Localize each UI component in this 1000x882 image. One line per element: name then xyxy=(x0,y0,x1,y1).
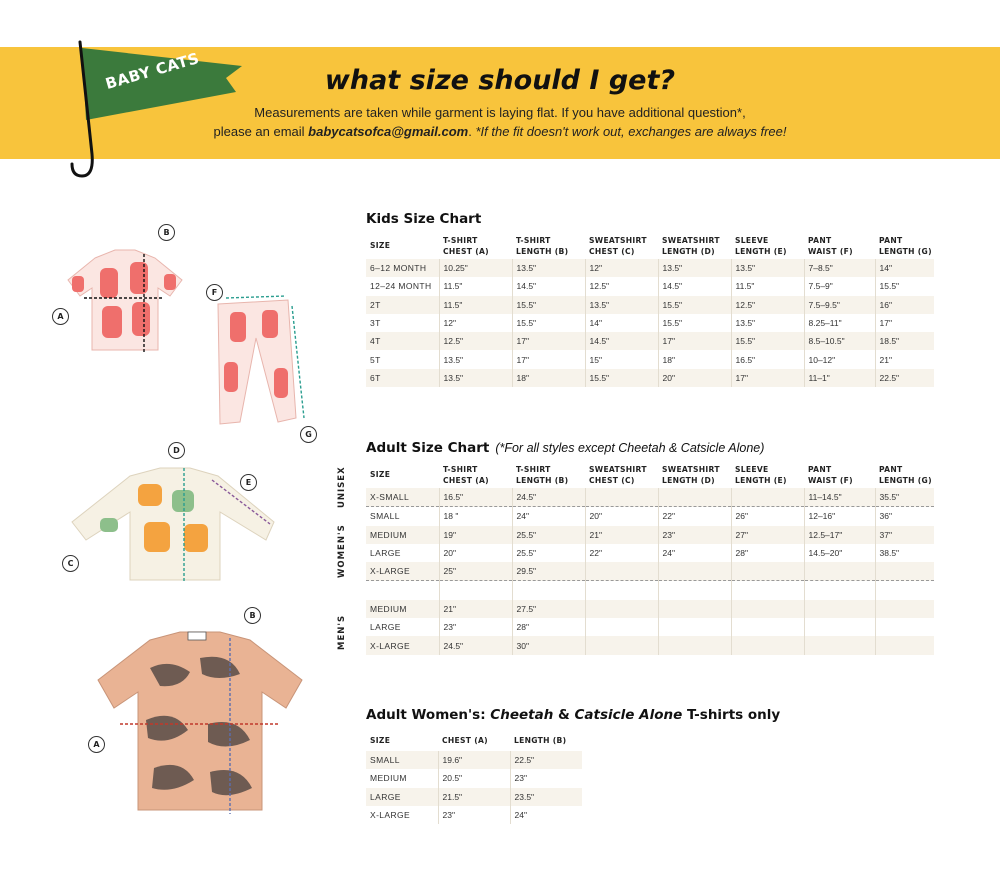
kids-value-cell: 17" xyxy=(875,314,934,332)
adult-value-cell xyxy=(658,636,731,654)
tag-d-sweatshirt: D xyxy=(168,442,185,459)
cheetah-header-1: CHEST (A) xyxy=(442,735,488,745)
adult-size-cell: MEDIUM xyxy=(366,600,439,618)
adult-header-1: T-SHIRT CHEST (A) xyxy=(443,464,489,485)
adult-value-cell xyxy=(875,618,934,636)
kids-value-cell: 13.5" xyxy=(731,259,804,277)
side-label-unisex: UNISEX xyxy=(337,466,347,508)
kids-row xyxy=(366,332,934,350)
kids-size-cell: 6T xyxy=(366,369,439,387)
kids-value-cell: 21" xyxy=(875,350,934,368)
adult-value-cell: 23" xyxy=(658,526,731,544)
adult-size-cell: LARGE xyxy=(370,622,401,633)
cheetah-size-cell: SMALL xyxy=(366,751,438,769)
cheetah-header-2: LENGTH (B) xyxy=(514,735,567,745)
kids-tshirt-illustration xyxy=(60,240,190,360)
adult-value-cell: 19" xyxy=(439,526,512,544)
adult-value-cell xyxy=(731,618,804,636)
adult-value-cell: 24" xyxy=(658,544,731,562)
adult-value-cell xyxy=(875,562,934,581)
adult-row xyxy=(366,544,934,562)
adult-size-cell: MEDIUM xyxy=(366,526,439,544)
adult-value-cell: 29.5" xyxy=(512,562,585,581)
kids-row xyxy=(366,350,934,368)
adult-value-cell: 12–16" xyxy=(804,507,875,526)
adult-value-cell: 25.5" xyxy=(512,544,585,562)
adult-value-cell: 25.5" xyxy=(512,526,585,544)
kids-value-cell: 13.5" xyxy=(731,314,804,332)
kids-row xyxy=(366,296,934,314)
kids-value-cell: 11.5" xyxy=(439,277,512,295)
kids-size-cell: 3T xyxy=(370,318,381,329)
adult-header-row xyxy=(366,461,934,488)
kids-value-cell: 15.5" xyxy=(658,314,731,332)
adult-value-cell: 35.5" xyxy=(875,488,934,507)
kids-value-cell: 8.25–11" xyxy=(804,314,875,332)
adult-value-cell xyxy=(658,600,731,618)
cheetah-row xyxy=(366,806,582,824)
kids-value-cell: 15.5" xyxy=(585,369,658,387)
adult-value-cell: 27" xyxy=(731,526,804,544)
adult-value-cell xyxy=(512,581,585,600)
pennant-flag-logo xyxy=(60,36,250,186)
adult-header-6: PANT WAIST (F) xyxy=(808,464,853,485)
intro-line-1: Measurements are taken while garment is laying flat. If you have additional question*, xyxy=(254,105,746,120)
adult-chart-title: Adult Size Chart (*For all styles except Cheetah & Catsicle Alone) xyxy=(366,440,765,456)
cheetah-row xyxy=(366,751,582,769)
adult-value-cell xyxy=(585,600,658,618)
kids-value-cell: 12" xyxy=(585,259,658,277)
adult-value-cell xyxy=(585,618,658,636)
adult-value-cell xyxy=(804,600,875,618)
adult-value-cell: 30" xyxy=(512,636,585,654)
kids-value-cell: 11–1" xyxy=(804,369,875,387)
kids-value-cell: 14" xyxy=(875,259,934,277)
adult-value-cell xyxy=(731,636,804,654)
email-link[interactable]: babycatsofca@gmail.com xyxy=(308,124,469,139)
adult-value-cell: 16.5" xyxy=(439,488,512,507)
adult-row xyxy=(366,562,934,581)
kids-value-cell: 16.5" xyxy=(731,350,804,368)
adult-chart-note: (*For all styles except Cheetah & Catsicle Alone) xyxy=(495,441,765,455)
kids-header-7: PANT LENGTH (G) xyxy=(879,235,932,256)
adult-value-cell: 14.5–20" xyxy=(804,544,875,562)
adult-value-cell xyxy=(658,618,731,636)
adult-value-cell xyxy=(731,581,804,600)
kids-row xyxy=(366,314,934,332)
kids-value-cell: 12.5" xyxy=(731,296,804,314)
cheetah-value-cell: 24" xyxy=(510,806,582,824)
adult-value-cell: 22" xyxy=(585,544,658,562)
exchange-note: *If the fit doesn't work out, exchanges are always free! xyxy=(475,124,787,139)
kids-value-cell: 12.5" xyxy=(439,332,512,350)
adult-row xyxy=(366,618,934,636)
cheetah-tshirt-illustration xyxy=(90,628,310,818)
adult-value-cell: 28" xyxy=(512,618,585,636)
kids-value-cell: 7.5–9" xyxy=(804,277,875,295)
kids-row xyxy=(366,369,934,387)
adult-value-cell xyxy=(658,581,731,600)
page-title: what size should I get? xyxy=(324,65,676,96)
adult-header-5: SLEEVE LENGTH (E) xyxy=(735,464,787,485)
adult-value-cell: 18 " xyxy=(439,507,512,526)
kids-value-cell: 18" xyxy=(512,369,585,387)
kids-value-cell: 15.5" xyxy=(512,314,585,332)
adult-value-cell xyxy=(439,581,512,600)
cheetah-value-cell: 22.5" xyxy=(510,751,582,769)
adult-size-cell: LARGE xyxy=(370,548,401,559)
kids-value-cell: 15.5" xyxy=(658,296,731,314)
adult-row xyxy=(366,636,934,654)
kids-value-cell: 12" xyxy=(439,314,512,332)
adult-header-0: SIZE xyxy=(370,470,391,479)
cheetah-row xyxy=(366,769,582,787)
adult-size-cell: X-LARGE xyxy=(366,562,439,581)
adult-value-cell: 24.5" xyxy=(439,636,512,654)
tag-b-adult: B xyxy=(244,607,261,624)
adult-value-cell: 12.5–17" xyxy=(804,526,875,544)
adult-value-cell xyxy=(731,562,804,581)
adult-value-cell xyxy=(731,488,804,507)
kids-value-cell: 17" xyxy=(731,369,804,387)
adult-row xyxy=(366,526,934,544)
kids-header-5: SLEEVE LENGTH (E) xyxy=(735,235,787,256)
kids-chart-title: Kids Size Chart xyxy=(366,211,482,227)
kids-size-cell: 12–24 MONTH xyxy=(370,281,432,292)
adult-value-cell: 21" xyxy=(439,600,512,618)
adult-row xyxy=(366,488,934,507)
kids-value-cell: 16" xyxy=(875,296,934,314)
kids-row xyxy=(366,277,934,295)
kids-value-cell: 18" xyxy=(658,350,731,368)
adult-value-cell: 36" xyxy=(875,507,934,526)
cheetah-size-table xyxy=(366,729,582,824)
adult-value-cell: 20" xyxy=(439,544,512,562)
cheetah-value-cell: 21.5" xyxy=(438,788,510,806)
adult-value-cell: 22" xyxy=(658,507,731,526)
kids-value-cell: 15" xyxy=(585,350,658,368)
tag-a-kids: A xyxy=(52,308,69,325)
cheetah-row xyxy=(366,788,582,806)
kids-value-cell: 13.5" xyxy=(585,296,658,314)
kids-value-cell: 14.5" xyxy=(512,277,585,295)
adult-header-4: SWEATSHIRT LENGTH (D) xyxy=(662,464,720,485)
adult-value-cell: 11–14.5" xyxy=(804,488,875,507)
kids-value-cell: 14" xyxy=(585,314,658,332)
kids-value-cell: 17" xyxy=(658,332,731,350)
adult-value-cell xyxy=(875,581,934,600)
kids-value-cell: 17" xyxy=(512,332,585,350)
kids-size-cell: 6–12 MONTH xyxy=(366,259,439,277)
cheetah-chart-title: Adult Women's: Cheetah & Catsicle Alone T-shirts only xyxy=(366,707,781,723)
tag-b-kids: B xyxy=(158,224,175,241)
cheetah-size-cell: MEDIUM xyxy=(370,773,407,784)
tag-g-kids: G xyxy=(300,426,317,443)
adult-value-cell xyxy=(804,581,875,600)
cheetah-header-0: SIZE xyxy=(370,735,391,745)
cheetah-value-cell: 23" xyxy=(510,769,582,787)
tag-a-adult: A xyxy=(88,736,105,753)
adult-value-cell xyxy=(585,562,658,581)
kids-header-2: T-SHIRT LENGTH (B) xyxy=(516,235,569,256)
kids-header-0: SIZE xyxy=(370,241,391,250)
cheetah-value-cell: 20.5" xyxy=(438,769,510,787)
kids-value-cell: 10–12" xyxy=(804,350,875,368)
adult-size-cell: X-SMALL xyxy=(366,488,439,507)
cheetah-value-cell: 23.5" xyxy=(510,788,582,806)
tag-e-sweatshirt: E xyxy=(240,474,257,491)
kids-value-cell: 11.5" xyxy=(731,277,804,295)
side-label-womens: WOMEN'S xyxy=(337,524,347,578)
adult-value-cell: 27.5" xyxy=(512,600,585,618)
kids-header-4: SWEATSHIRT LENGTH (D) xyxy=(662,235,720,256)
adult-row xyxy=(366,507,934,526)
kids-value-cell: 15.5" xyxy=(731,332,804,350)
kids-header-3: SWEATSHIRT CHEST (C) xyxy=(589,235,647,256)
adult-value-cell: 24" xyxy=(512,507,585,526)
adult-size-cell: SMALL xyxy=(370,511,400,522)
adult-value-cell: 24.5" xyxy=(512,488,585,507)
kids-value-cell: 12.5" xyxy=(585,277,658,295)
kids-value-cell: 13.5" xyxy=(439,369,512,387)
adult-value-cell xyxy=(585,581,658,600)
kids-value-cell: 7.5–9.5" xyxy=(804,296,875,314)
adult-row xyxy=(366,581,934,600)
kids-header-row xyxy=(366,232,934,259)
adult-value-cell xyxy=(585,636,658,654)
kids-size-cell: 5T xyxy=(370,354,381,365)
adult-value-cell xyxy=(804,636,875,654)
tag-f-kids: F xyxy=(206,284,223,301)
adult-header-7: PANT LENGTH (G) xyxy=(879,464,932,485)
adult-value-cell xyxy=(875,600,934,618)
adult-value-cell: 23" xyxy=(439,618,512,636)
adult-size-cell: X-LARGE xyxy=(366,636,439,654)
kids-pants-illustration xyxy=(200,290,310,430)
kids-header-1: T-SHIRT CHEST (A) xyxy=(443,235,489,256)
adult-value-cell xyxy=(731,600,804,618)
adult-value-cell: 25" xyxy=(439,562,512,581)
adult-size-table xyxy=(366,461,934,655)
kids-value-cell: 7–8.5" xyxy=(804,259,875,277)
kids-size-table xyxy=(366,232,934,387)
adult-value-cell: 28" xyxy=(731,544,804,562)
kids-value-cell: 14.5" xyxy=(658,277,731,295)
kids-size-cell: 4T xyxy=(366,332,439,350)
kids-value-cell: 8.5–10.5" xyxy=(804,332,875,350)
adult-value-cell xyxy=(658,562,731,581)
kids-value-cell: 13.5" xyxy=(658,259,731,277)
adult-value-cell: 37" xyxy=(875,526,934,544)
kids-value-cell: 13.5" xyxy=(439,350,512,368)
cheetah-value-cell: 19.6" xyxy=(438,751,510,769)
kids-value-cell: 22.5" xyxy=(875,369,934,387)
adult-header-3: SWEATSHIRT CHEST (C) xyxy=(589,464,647,485)
adult-value-cell xyxy=(585,488,658,507)
adult-value-cell xyxy=(804,562,875,581)
kids-value-cell: 20" xyxy=(658,369,731,387)
flag-brand-text: BABY CATS xyxy=(103,49,202,93)
adult-size-cell xyxy=(366,581,439,600)
side-label-mens: MEN'S xyxy=(337,614,347,650)
cheetah-header-row xyxy=(366,729,582,751)
adult-value-cell xyxy=(658,488,731,507)
adult-value-cell xyxy=(804,618,875,636)
adult-value-cell: 26" xyxy=(731,507,804,526)
adult-value-cell: 20" xyxy=(585,507,658,526)
kids-size-cell: 2T xyxy=(366,296,439,314)
kids-header-6: PANT WAIST (F) xyxy=(808,235,853,256)
kids-value-cell: 15.5" xyxy=(512,296,585,314)
kids-row xyxy=(366,259,934,277)
intro-line-2: please an email babycatsofca@gmail.com. *If the fit doesn't work out, exchanges are always free! xyxy=(213,124,787,139)
adult-header-2: T-SHIRT LENGTH (B) xyxy=(516,464,569,485)
tag-c-sweatshirt: C xyxy=(62,555,79,572)
adult-value-cell xyxy=(875,636,934,654)
kids-value-cell: 11.5" xyxy=(439,296,512,314)
kids-value-cell: 10.25" xyxy=(439,259,512,277)
kids-value-cell: 17" xyxy=(512,350,585,368)
kids-value-cell: 14.5" xyxy=(585,332,658,350)
kids-value-cell: 13.5" xyxy=(512,259,585,277)
adult-value-cell: 21" xyxy=(585,526,658,544)
adult-row xyxy=(366,600,934,618)
kids-value-cell: 15.5" xyxy=(875,277,934,295)
adult-value-cell: 38.5" xyxy=(875,544,934,562)
cheetah-value-cell: 23" xyxy=(438,806,510,824)
cheetah-size-cell: LARGE xyxy=(366,788,438,806)
kids-value-cell: 18.5" xyxy=(875,332,934,350)
cheetah-size-cell: X-LARGE xyxy=(370,810,411,821)
